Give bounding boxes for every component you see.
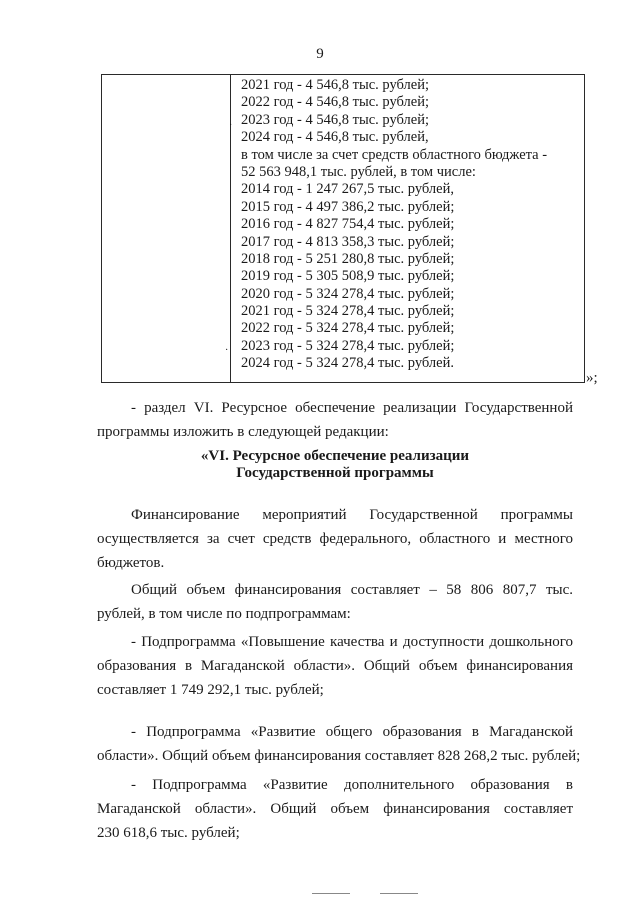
paragraph-line: составляет 1 749 292,1 тыс. рублей; [97, 682, 324, 698]
additional-subprogram-paragraph [97, 773, 573, 845]
table-line: 2016 год - 4 827 754,4 тыс. рублей; [241, 216, 455, 233]
table-line: 2019 год - 5 305 508,9 тыс. рублей; [241, 268, 455, 285]
paragraph-line: области». Общий объем финансирования составляет 828 268,2 тыс. рублей; [97, 748, 581, 764]
table-line: 2022 год - 5 324 278,4 тыс. рублей; [241, 320, 455, 337]
table-line: 2021 год - 4 546,8 тыс. рублей; [241, 77, 429, 93]
section-heading [120, 448, 550, 482]
paragraph-line: бюджетов. [97, 555, 165, 571]
page-number: 9 [316, 46, 324, 62]
table-funding-cell [241, 77, 581, 373]
intro-paragraph [97, 396, 573, 444]
paragraph-line: - Подпрограмма «Развитие общего образования в Магаданской [131, 724, 573, 740]
scan-speck: · [229, 120, 233, 131]
table-line: 2024 год - 4 546,8 тыс. рублей, [241, 129, 429, 146]
paragraph-line: Финансирование мероприятий Государственной программы [131, 507, 573, 523]
paragraph-line: Общий объем финансирования составляет – 58 806 807,7 тыс. [131, 582, 573, 598]
table-line: 2023 год - 5 324 278,4 тыс. рублей; [241, 337, 455, 354]
paragraph-line: - Подпрограмма «Повышение качества и доступности дошкольного [131, 634, 573, 650]
paragraph-line: 230 618,6 тыс. рублей; [97, 825, 240, 841]
section-heading-line: Государственной программы [236, 465, 434, 481]
table-line: 2023 год - 4 546,8 тыс. рублей; [241, 111, 429, 128]
scan-speck: · [225, 345, 229, 356]
financing-paragraph [97, 503, 573, 575]
paragraph-line: Магаданской области». Общий объем финансирования составляет [97, 801, 573, 817]
preschool-subprogram-paragraph [97, 630, 573, 702]
table-line: 2022 год - 4 546,8 тыс. рублей; [241, 94, 429, 111]
general-subprogram-paragraph [97, 720, 581, 768]
table-line: в том числе за счет средств областного бюджета - [241, 146, 548, 163]
table-line: 2024 год - 5 324 278,4 тыс. рублей. [241, 355, 454, 372]
table-line: 2018 год - 5 251 280,8 тыс. рублей; [241, 250, 455, 267]
paragraph-line: образования в Магаданской области». Общий объем финансирования [97, 658, 573, 674]
table-line: 2020 год - 5 324 278,4 тыс. рублей; [241, 285, 455, 302]
section-heading-line: «VI. Ресурсное обеспечение реализации [200, 448, 470, 464]
paragraph-line: осуществляется за счет средств федерального, областного и местного [97, 531, 573, 547]
table-line: 2015 год - 4 497 386,2 тыс. рублей; [241, 198, 455, 215]
table-line: 2017 год - 4 813 358,3 тыс. рублей; [241, 233, 455, 250]
scan-mark [380, 893, 418, 894]
paragraph-line: программы изложить в следующей редакции: [97, 424, 389, 440]
paragraph-line: рублей, в том числе по подпрограммам: [97, 606, 351, 622]
table-line: 52 563 948,1 тыс. рублей, в том числе: [241, 163, 476, 180]
paragraph-line: - раздел VI. Ресурсное обеспечение реализации Государственной [131, 400, 573, 416]
table-line: 2014 год - 1 247 267,5 тыс. рублей, [241, 181, 454, 198]
total-financing-paragraph [97, 578, 573, 626]
scan-mark [312, 893, 350, 894]
table-closing-quote: »; [586, 370, 598, 386]
table-line: 2021 год - 5 324 278,4 тыс. рублей; [241, 303, 455, 320]
paragraph-line: - Подпрограмма «Развитие дополнительного образования в [131, 777, 573, 793]
